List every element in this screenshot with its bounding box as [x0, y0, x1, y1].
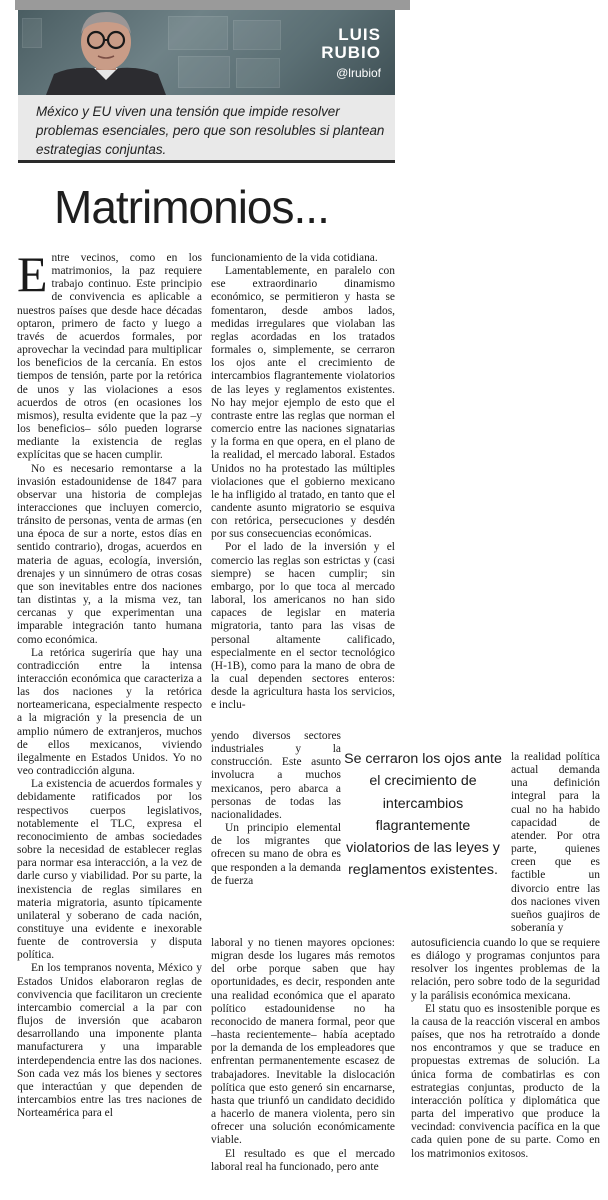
paragraph: El resultado es que el mercado laboral real ha funcionado, pero ante — [211, 1147, 395, 1173]
paragraph: Lamentablemente, en paralelo con ese extraordinario dinamismo económico, se permitieron y hasta se fomentaron, desde ambos lados, medidas irregulares que violaban las reglas acordadas en los tratados formales o, simplemente, se cerraron los ojos ante el crecimiento de intercambios flagrantemente violatorios de las leyes y reglamentos existentes. No hay mejor ejemplo de esto que el contraste entre las reglas que norman el comercio entre las naciones signatarias y la forma en que opera, en el plano de la realidad, el mercado laboral. Estados Unidos no ha protestado las múltiples violaciones que el gobierno mexicano le ha infligido al tratado, en tanto que el candente asunto migratorio se esquiva con retórica, persecuciones y desdén por sus consecuencias económicas. — [211, 265, 395, 541]
paragraph: autosuficiencia cuando lo que se requiere es diálogo y programas conjuntos para resolver los ingentes problemas de la relación, pero sobre todo de la seguridad y la parálisis económica mexicana. — [411, 937, 600, 1002]
column-2 — [211, 252, 395, 712]
author-portrait — [46, 10, 166, 95]
author-last-name: RUBIO — [321, 43, 381, 62]
paragraph: El statu quo es insostenible porque es la causa de la reacción visceral en ambos países, que nos ha retrotraído a donde nos encontramos y que se traduce en propuestas extremas de solución. La única forma de combatirlas es con estrategias conjuntas, producto de la interacción política y diplomática que parta del imperativo que produce la vecindad: convivencia pacífica en la que cada quien pone de su parte. Como en los matrimonios exitosos. — [411, 1002, 600, 1160]
paragraph-text: ntre vecinos, como en los matrimonios, la paz requiere trabajo continuo. Este principio de convivencia es aplicable a nuestros países que desde hace décadas optaron, primero de facto y luego a través de acuerdos formales, por aprovechar la vecindad para multiplicar los beneficios de la cercanía. En estos tiempos de tensión, parte por la retórica de unos y las violaciones a esos acuerdos de otros (en ocasiones los mismos), resulta evidente que la paz –y los beneficios– sólo pueden lograrse mediante la existencia de reglas explícitas que se hacen cumplir. — [17, 252, 202, 462]
column-3-lower — [411, 937, 600, 1161]
paragraph: La retórica sugeriría que hay una contradicción entre la intensa interacción económica que caracteriza a las dos naciones y la retórica norteamericana, especialmente respecto a la migración y la presencia de un amplio número de extranjeros, muchos de ellos mexicanos, viviendo ilegalmente en Estados Unidos. Yo no veo contradicción alguna. — [17, 646, 202, 778]
headline: Matrimonios... — [54, 181, 329, 233]
column-1 — [17, 246, 202, 1120]
paragraph: laboral y no tienen mayores opciones: migran desde los lugares más remotos del orbe porque saben que hay oportunidades, es decir, responden ante una realidad económica que el aparato político estadounidense no ha reconocido de manera formal, peor que –hasta recientemente– había aceptado por la demanda de los empleadores que enfrentan permanentemente escasez de trabajadores. Inevitable la dislocación política que esto generó sin encarnarse, hasta que triunfó un candidato decidido a hacerlo de manera violenta, pero sin ofrecer una solución económicamente viable. — [211, 937, 395, 1147]
paragraph: En los tempranos noventa, México y Estados Unidos elaboraron reglas de convivencia que facilitaron un creciente intercambio comercial a la par con flujos de inversión que acabaron desarrollando una imponente planta manufacturera y una imparable interdependencia entre las dos naciones. Son cada vez más los bienes y sectores que interactúan y que dependen de intercambios entre las tres naciones de Norteamérica para el — [17, 962, 202, 1120]
paragraph: yendo diversos sectores industriales y la construcción. Este asunto involucra a muchos mexicanos, pero abarca a personas de todas las nacionalidades. — [211, 730, 341, 821]
paragraph: Un principio elemental de los migrantes que ofrecen su mano de obra es que responden a la demanda de fuerza — [211, 822, 341, 887]
author-handle: @lrubiof — [336, 66, 381, 80]
dropcap: E — [17, 246, 48, 302]
subtitle: México y EU viven una tensión que impide resolver problemas esenciales, pero que son resolubles si plantean estrategias conjuntas. — [18, 95, 395, 163]
author-banner — [18, 10, 395, 95]
author-first-name: LUIS — [338, 25, 381, 44]
paragraph: funcionamiento de la vida cotidiana. — [211, 252, 378, 264]
paragraph: La existencia de acuerdos formales y debidamente ratificados por los respectivos cuerpos legislativos, notablemente el TLC, expresa el reconocimiento de ambas sociedades sobre la necesidad de establecer reglas para normar esa interacción, a la vez de darle curso y viabilidad. Por su parte, la inexistencia de reglas similares en materia migratoria, asunto típicamente unilateral y soberano de cada nación, constituye una evidente e inexorable fuente de controversia y disputa política. — [17, 778, 202, 962]
paragraph: Por el lado de la inversión y el comercio las reglas son estrictas y (casi siempre) se hacen cumplir; sin embargo, por lo que toca al mercado laboral, los americanos no han sido capaces de legislar en materia migratoria, tanto para las visas de personal altamente calificado, especialmente en el sector tecnológico (H-1B), como para la mano de obra de la cual dependen sectores enteros: desde la agricultura hasta los servicios, e inclu- — [211, 541, 395, 712]
pull-quote: Se cerraron los ojos ante el crecimiento de intercambios flagrantemente violatorios de las leyes y reglamentos existentes. — [344, 751, 502, 879]
paragraph — [17, 246, 202, 463]
column-3-narrow — [511, 751, 600, 935]
top-strip — [15, 0, 410, 10]
column-2-lower — [211, 937, 395, 1174]
paragraph: la realidad política actual demanda una definición integral para la cual no ha habido capacidad de atender. Por otra parte, quienes creen que es factible un divorcio entre las dos naciones viven sueños guajiros de soberanía y — [511, 751, 600, 935]
column-2-narrow — [211, 730, 341, 888]
author-block — [321, 26, 381, 80]
paragraph: No es necesario remontarse a la invasión estadounidense de 1847 para observar una historia de complejas interacciones que incluyen comercio, tránsito de personas, venta de armas (en una época de sur a norte, estos días en sentido contrario), drogas, acuerdos en materia de aguas, ecología, inversión, drenajes y un sinnúmero de otras cosas que son inevitables entre dos naciones tan distintas y, a la misma vez, tan cercanas y que experimentan una imparable integración tanto humana como económica. — [17, 462, 202, 646]
